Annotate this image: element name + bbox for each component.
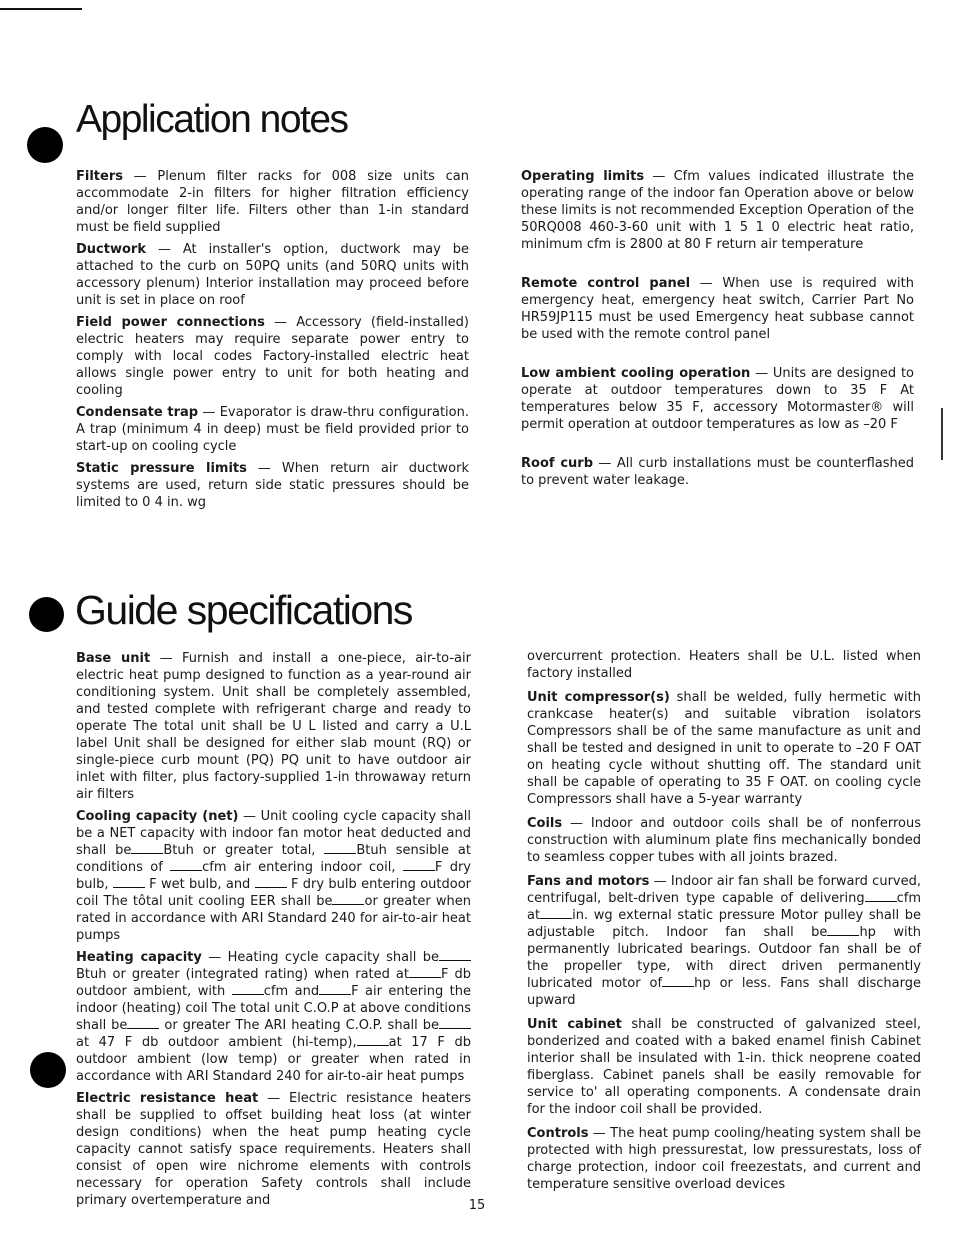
app-notes-left-column bbox=[76, 168, 469, 516]
note-operating-limits: Operating limits — Cfm values indicated illustrate the operating range of the indoor fan Operation above or below these limits is not recommended Exception Operation of the 50RQ008 460-3-60 unit with 1 5 1 0 electric heat ratio, minimum cfm is 2800 at 80 F return air temperature bbox=[521, 169, 914, 252]
section-bullet-icon bbox=[27, 127, 63, 163]
guide-left-column bbox=[76, 650, 471, 1214]
note-low-ambient: Low ambient cooling operation — Units are designed to operate at outdoor temperatures down to 35 F At temperatures below 35 F, accessory Motormaster® will permit operation at outdoor temperatures as low as –20 F bbox=[521, 366, 914, 432]
note-ductwork: Ductwork — At installer's option, ductwork may be attached to the curb on 50PQ units (and 50RQ units with accessory plenum) Interior installation may proceed before unit is set in place on roof bbox=[76, 242, 469, 308]
section-bullet-icon bbox=[29, 597, 64, 632]
scan-edge-mark bbox=[941, 408, 943, 460]
page-number: 15 bbox=[468, 1198, 486, 1213]
spec-coils: Coils — Indoor and outdoor coils shall be of nonferrous construction with aluminum plate fins mechanically bonded to seamless copper tubes with all joints brazed. bbox=[527, 816, 921, 865]
guide-right-column bbox=[527, 648, 921, 1198]
note-roof-curb: Roof curb — All curb installations must be counterflashed to prevent water leakage. bbox=[521, 456, 914, 488]
app-notes-right-column bbox=[521, 168, 914, 494]
spec-unit-compressor: Unit compressor(s) shall be welded, fully hermetic with crankcase heater(s) and suitable vibration isolators Compressors shall be of the same manufacture as unit and shall be tested and designed in unit to operate to –20 F OAT on heating cycle without shutting off. The standard unit shall be capable of operating to 35 F OAT. on cooling cycle Compressors shall have a 5-year warranty bbox=[527, 690, 921, 807]
spec-fans-motors: Fans and motors — Indoor air fan shall be forward curved, centrifugal, belt-driven type capable of delivering cfm at in. wg external static pressure Motor pulley shall be adjustable pitch. Indoor fan shall be hp with permanently lubricated bearings. Outdoor fan shall be of the propeller type, with direct driven permanently lubricated motor of hp or less. Fans shall discharge upward bbox=[527, 874, 922, 1008]
spec-base-unit: Base unit — Furnish and install a one-piece, air-to-air electric heat pump designed to function as a year-round air conditioning system. Unit shall be completely assembled, and tested complete with refrigerant charge and ready to operate The total unit shall be U L listed and carry a U.L label Unit shall be designed for either slab mount (RQ) or single-piece curb mount (PQ) PQ unit to have outdoor air inlet with filter, plus factory-supplied 1-in throwaway return air filters bbox=[76, 651, 471, 802]
top-rule bbox=[0, 8, 82, 10]
section-bullet-icon bbox=[30, 1052, 66, 1088]
spec-cooling-capacity: Cooling capacity (net) — Unit cooling cycle capacity shall be a NET capacity with indoor fan motor heat deducted and shall be Btuh or greater total, Btuh sensible at conditions of cfm air entering indoor coil, F dry bulb, F wet bulb, and F dry bulb entering outdoor coil The tôtal unit cooling EER shall be or greater when rated in accordance with ARI Standard 240 for air-to-air heat pumps bbox=[76, 809, 472, 943]
note-static-pressure: Static pressure limits — When return air ductwork systems are used, return side static pressures should be limited to 0 4 in. wg bbox=[76, 461, 470, 510]
spec-electric-resistance-heat: Electric resistance heat — Electric resistance heaters shall be supplied to offset building heat loss (at winter design conditions) when the heat pump heating cycle capacity cannot satisfy space requirements. Heaters shall consist of open wire nichrome elements with controls necessary for operation Safety controls shall include primary overtemperature and bbox=[76, 1091, 472, 1208]
spec-overcurrent: overcurrent protection. Heaters shall be U.L. listed when factory installed bbox=[527, 649, 921, 681]
spec-unit-cabinet: Unit cabinet shall be constructed of galvanized steel, bonderized and coated with a baked enamel finish Cabinet interior shall be insulated with 1-in. thick neoprene coated fiberglass. Cabinet panels shall be easily removable for service to' all operating components. A condensate drain for the indoor coil shall be provided. bbox=[527, 1017, 921, 1117]
spec-controls: Controls — The heat pump cooling/heating system shall be protected with high pressurestat, low pressurestats, loss of charge protection, indoor coil freezestats, and current and temperature sensitive overload devices bbox=[527, 1126, 921, 1192]
note-filters: Filters — Plenum filter racks for 008 size units can accommodate 2-in filters for higher filtration efficiency and/or longer filter life. Filters other than 1-in standard must be field supplied bbox=[76, 169, 469, 235]
spec-heating-capacity: Heating capacity — Heating cycle capacity shall be Btuh or greater (integrated rating) when rated at F db outdoor ambient, with cfm and F air entering the indoor (heating) coil The total unit C.O.P at above conditions shall be or greater The ARI heating C.O.P. shall be at 47 F db outdoor ambient (hi-temp), at 17 F db outdoor ambient (low temp) or greater when rated in accordance with ARI Standard 240 for air-to-air heat pumps bbox=[76, 950, 472, 1084]
application-notes-title: Application notes bbox=[76, 98, 348, 141]
guide-specifications-title: Guide specifications bbox=[75, 587, 412, 633]
note-condensate-trap: Condensate trap — Evaporator is draw-thru configuration. A trap (minimum 4 in deep) must be field provided prior to start-up on cooling cycle bbox=[76, 405, 469, 454]
note-field-power: Field power connections — Accessory (field-installed) electric heaters may require separate power entry to comply with local codes Factory-installed electric heat allows single power entry to unit for both heating and cooling bbox=[76, 315, 469, 398]
note-remote-control: Remote control panel — When use is required with emergency heat, emergency heat switch, Carrier Part No HR59JP115 must be used Emergency heat subbase cannot be used with the remote control panel bbox=[521, 276, 914, 342]
